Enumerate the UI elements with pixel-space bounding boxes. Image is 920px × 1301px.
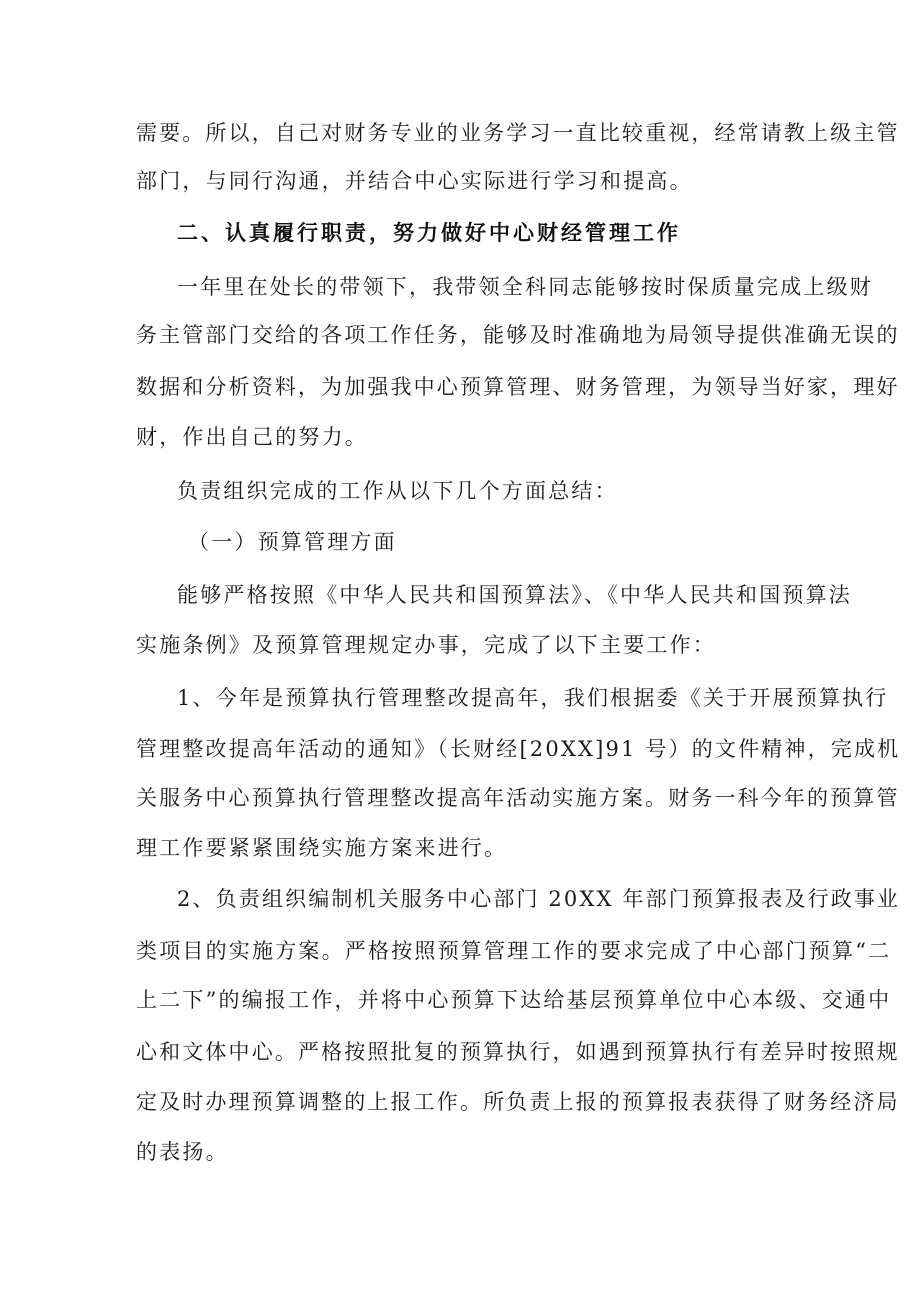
text-line: 2、负责组织编制机关服务中心部门 20XX 年部门预算报表及行政事业 <box>177 887 901 911</box>
subsection-heading: （一）预算管理方面 <box>188 530 397 554</box>
text-line: 心和文体中心。严格按照批复的预算执行，如遇到预算执行有差异时按照规 <box>136 1040 900 1064</box>
text-line: 数据和分析资料，为加强我中心预算管理、财务管理，为领导当好家，理好 <box>136 375 900 399</box>
text-line: 能够严格按照《中华人民共和国预算法》、《中华人民共和国预算法 <box>177 583 852 607</box>
text-line: 关服务中心预算执行管理整改提高年活动实施方案。财务一科今年的预算管 <box>136 786 900 810</box>
section-heading: 二、认真履行职责，努力做好中心财经管理工作 <box>177 221 681 245</box>
text-line: 定及时办理预算调整的上报工作。所负责上报的预算报表获得了财务经济局 <box>136 1090 900 1114</box>
text-line: 一年里在处长的带领下，我带领全科同志能够按时保质量完成上级财 <box>177 275 873 299</box>
text-line: 类项目的实施方案。严格按照预算管理工作的要求完成了中心部门预算“二 <box>136 939 892 963</box>
text-line: 实施条例》及预算管理规定办事，完成了以下主要工作： <box>136 633 716 657</box>
text-line: 的表扬。 <box>136 1140 229 1164</box>
text-line: 财，作出自己的努力。 <box>136 425 368 449</box>
text-line: 管理整改提高年活动的通知》（长财经[20XX]91 号）的文件精神，完成机 <box>136 737 901 761</box>
text-line: 务主管部门交给的各项工作任务，能够及时准确地为局领导提供准确无误的 <box>136 323 900 347</box>
text-line: 需要。所以，自己对财务专业的业务学习一直比较重视，经常请教上级主管 <box>136 121 900 145</box>
text-line: 上二下”的编报工作，并将中心预算下达给基层预算单位中心本级、交通中 <box>136 988 892 1012</box>
text-line: 理工作要紧紧围绕实施方案来进行。 <box>136 836 508 860</box>
text-line: 负责组织完成的工作从以下几个方面总结： <box>177 479 618 503</box>
text-line: 部门，与同行沟通，并结合中心实际进行学习和提高。 <box>136 169 693 193</box>
text-line: 1、今年是预算执行管理整改提高年，我们根据委《关于开展预算执行 <box>177 686 889 710</box>
